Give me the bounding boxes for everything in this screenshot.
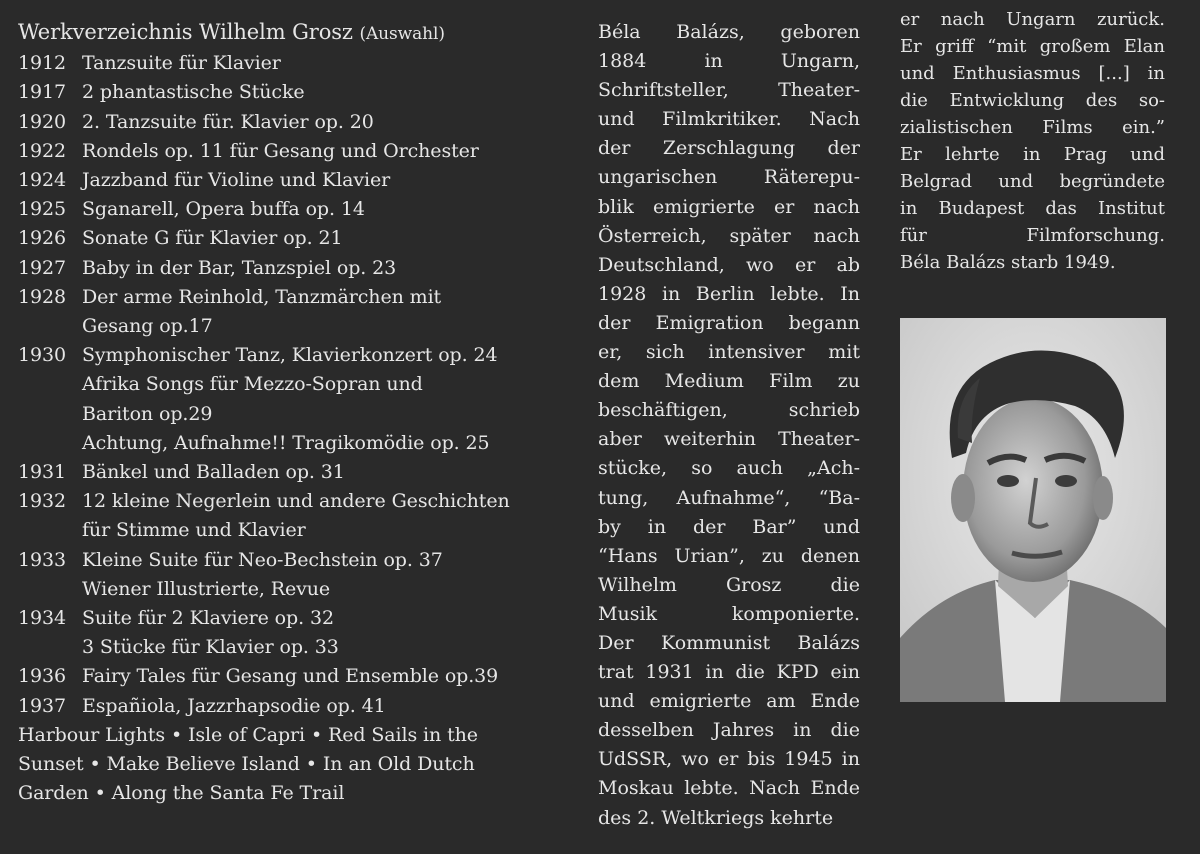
work-entry (18, 546, 586, 604)
work-title: Fairy Tales für Gesang und Ensemble op.39 (82, 665, 499, 688)
bio-line: des 2. Weltkriegs kehrte (598, 806, 834, 829)
work-entry (18, 224, 586, 253)
work-list-heading (18, 18, 586, 49)
work-title: Tanzsuite für Klavier (82, 52, 281, 75)
bio-line: Österreich, später nach (598, 224, 860, 247)
work-title: Españiola, Jazzrhapsodie op. 41 (82, 694, 386, 717)
biography-column (598, 18, 860, 833)
work-title: Rondels op. 11 für Gesang und Orchester (82, 139, 479, 162)
work-titles (82, 195, 586, 224)
work-year: 1925 (18, 198, 66, 221)
work-title: 12 kleine Negerlein und andere Geschichten (82, 490, 510, 513)
work-title: 2 phantastische Stücke (82, 81, 305, 104)
work-year: 1922 (18, 139, 66, 162)
work-title: Suite für 2 Klaviere op. 32 (82, 607, 334, 630)
bio-line: und emigrierte am Ende (598, 690, 860, 713)
work-entry (18, 166, 586, 195)
work-year: 1936 (18, 665, 66, 688)
work-entry (18, 604, 586, 662)
work-title: Jazzband für Violine und Klavier (82, 169, 391, 192)
song-list (18, 721, 586, 809)
work-titles (82, 224, 586, 253)
bio-line: er, sich intensiver mit (598, 341, 860, 364)
bio-line: trat 1931 in die KPD ein (598, 661, 860, 684)
song-line: Garden • Along the Santa Fe Trail (18, 782, 345, 805)
work-title: Achtung, Aufnahme!! Tragikomödie op. 25 (82, 431, 490, 454)
work-year: 1924 (18, 169, 66, 192)
bio-line: Wilhelm Grosz die (598, 573, 860, 596)
work-titles (82, 487, 586, 545)
work-titles (82, 78, 586, 107)
work-year: 1927 (18, 256, 66, 279)
bio-line: Belgrad und begründete (900, 171, 1165, 192)
work-titles (82, 662, 586, 691)
bio-line: für Filmforschung. (900, 225, 1165, 246)
bio-line: “Hans Urian”, zu denen (598, 544, 860, 567)
bio-line: und Filmkritiker. Nach (598, 108, 860, 131)
work-title: Bänkel und Balladen op. 31 (82, 461, 345, 484)
work-title: Sonate G für Klavier op. 21 (82, 227, 343, 250)
work-title: Wiener Illustrierte, Revue (82, 577, 331, 600)
work-titles (82, 692, 586, 721)
work-year: 1928 (18, 285, 66, 308)
portrait-photo (900, 318, 1166, 702)
work-title: 2. Tanzsuite für. Klavier op. 20 (82, 110, 374, 133)
work-list-subtitle: (Auswahl) (359, 24, 445, 44)
song-line: Sunset • Make Believe Island • In an Old Dutch (18, 753, 475, 776)
work-list (18, 18, 586, 808)
bio-line: UdSSR, wo er bis 1945 in (598, 748, 860, 771)
work-year: 1920 (18, 110, 66, 133)
bio-line: tung, Aufnahme“, “Ba- (598, 486, 860, 509)
work-entry (18, 78, 586, 107)
work-entry (18, 692, 586, 721)
bio-line: Er griff “mit großem Elan (900, 36, 1165, 57)
bio-line: by in der Bar” und (598, 515, 860, 538)
bio-line: Deutschland, wo er ab (598, 253, 860, 276)
portrait-image (900, 318, 1166, 702)
work-year: 1933 (18, 548, 66, 571)
work-year: 1912 (18, 52, 66, 75)
work-titles (82, 546, 586, 604)
work-entry (18, 108, 586, 137)
bio-line: Musik komponierte. (598, 602, 860, 625)
bio-line: in Budapest das Institut (900, 198, 1165, 219)
work-entry (18, 458, 586, 487)
work-title: Der arme Reinhold, Tanzmärchen mit (82, 285, 442, 308)
bio-line: ungarischen Räterepu- (598, 166, 860, 189)
work-list-title: Werkverzeichnis Wilhelm Grosz (18, 20, 353, 44)
bio-line: aber weiterhin Theater- (598, 428, 860, 451)
work-year: 1931 (18, 461, 66, 484)
bio-line: Der Kommunist Balázs (598, 631, 860, 654)
work-titles (82, 604, 586, 662)
work-entry (18, 254, 586, 283)
work-titles (82, 283, 586, 341)
bio-line: 1928 in Berlin lebte. In (598, 282, 860, 305)
work-entry (18, 283, 586, 341)
work-titles (82, 166, 586, 195)
work-year: 1932 (18, 490, 66, 513)
work-titles (82, 137, 586, 166)
bio-line: beschäftigen, schrieb (598, 399, 860, 422)
work-titles (82, 341, 586, 458)
work-title: Baby in der Bar, Tanzspiel op. 23 (82, 256, 397, 279)
work-title: Symphonischer Tanz, Klavierkonzert op. 24 (82, 344, 498, 367)
work-title: Sganarell, Opera buffa op. 14 (82, 198, 365, 221)
bio-line: der Zerschlagung der (598, 137, 860, 160)
bio-line: desselben Jahres in die (598, 719, 860, 742)
bio-line: Moskau lebte. Nach Ende (598, 777, 860, 800)
work-year: 1926 (18, 227, 66, 250)
bio-line: und Enthusiasmus [...] in (900, 63, 1165, 84)
work-entry (18, 137, 586, 166)
bio-line: dem Medium Film zu (598, 370, 860, 393)
bio-line: Schriftsteller, Theater- (598, 79, 860, 102)
bio-line: Er lehrte in Prag und (900, 144, 1165, 165)
bio-line: 1884 in Ungarn, (598, 50, 860, 73)
work-titles (82, 458, 586, 487)
bio-line: blik emigrierte er nach (598, 195, 860, 218)
biography-continued-column (900, 6, 1165, 276)
work-title: Bariton op.29 (82, 402, 213, 425)
work-entry (18, 49, 586, 78)
work-items (18, 49, 586, 721)
work-entry (18, 487, 586, 545)
work-titles (82, 49, 586, 78)
work-year: 1917 (18, 81, 66, 104)
work-title: für Stimme und Klavier (82, 519, 306, 542)
work-year: 1937 (18, 694, 66, 717)
work-title: Gesang op.17 (82, 315, 213, 338)
bio-line: er nach Ungarn zurück. (900, 9, 1165, 30)
work-year: 1934 (18, 607, 66, 630)
work-titles (82, 254, 586, 283)
work-title: Afrika Songs für Mezzo-Sopran und (82, 373, 423, 396)
bio-line: zialistischen Films ein.” (900, 117, 1165, 138)
work-year: 1930 (18, 344, 66, 367)
work-entry (18, 341, 586, 458)
work-titles (82, 108, 586, 137)
bio-line: stücke, so auch „Ach- (598, 457, 860, 480)
bio-line: Béla Balázs, geboren (598, 21, 860, 43)
work-title: Kleine Suite für Neo-Bechstein op. 37 (82, 548, 443, 571)
bio-line: der Emigration begann (598, 311, 860, 334)
work-title: 3 Stücke für Klavier op. 33 (82, 636, 339, 659)
work-entry (18, 195, 586, 224)
bio-line: die Entwicklung des so- (900, 90, 1165, 111)
song-line: Harbour Lights • Isle of Capri • Red Sails in the (18, 723, 478, 746)
work-entry (18, 662, 586, 691)
bio-line: Béla Balázs starb 1949. (900, 252, 1116, 273)
